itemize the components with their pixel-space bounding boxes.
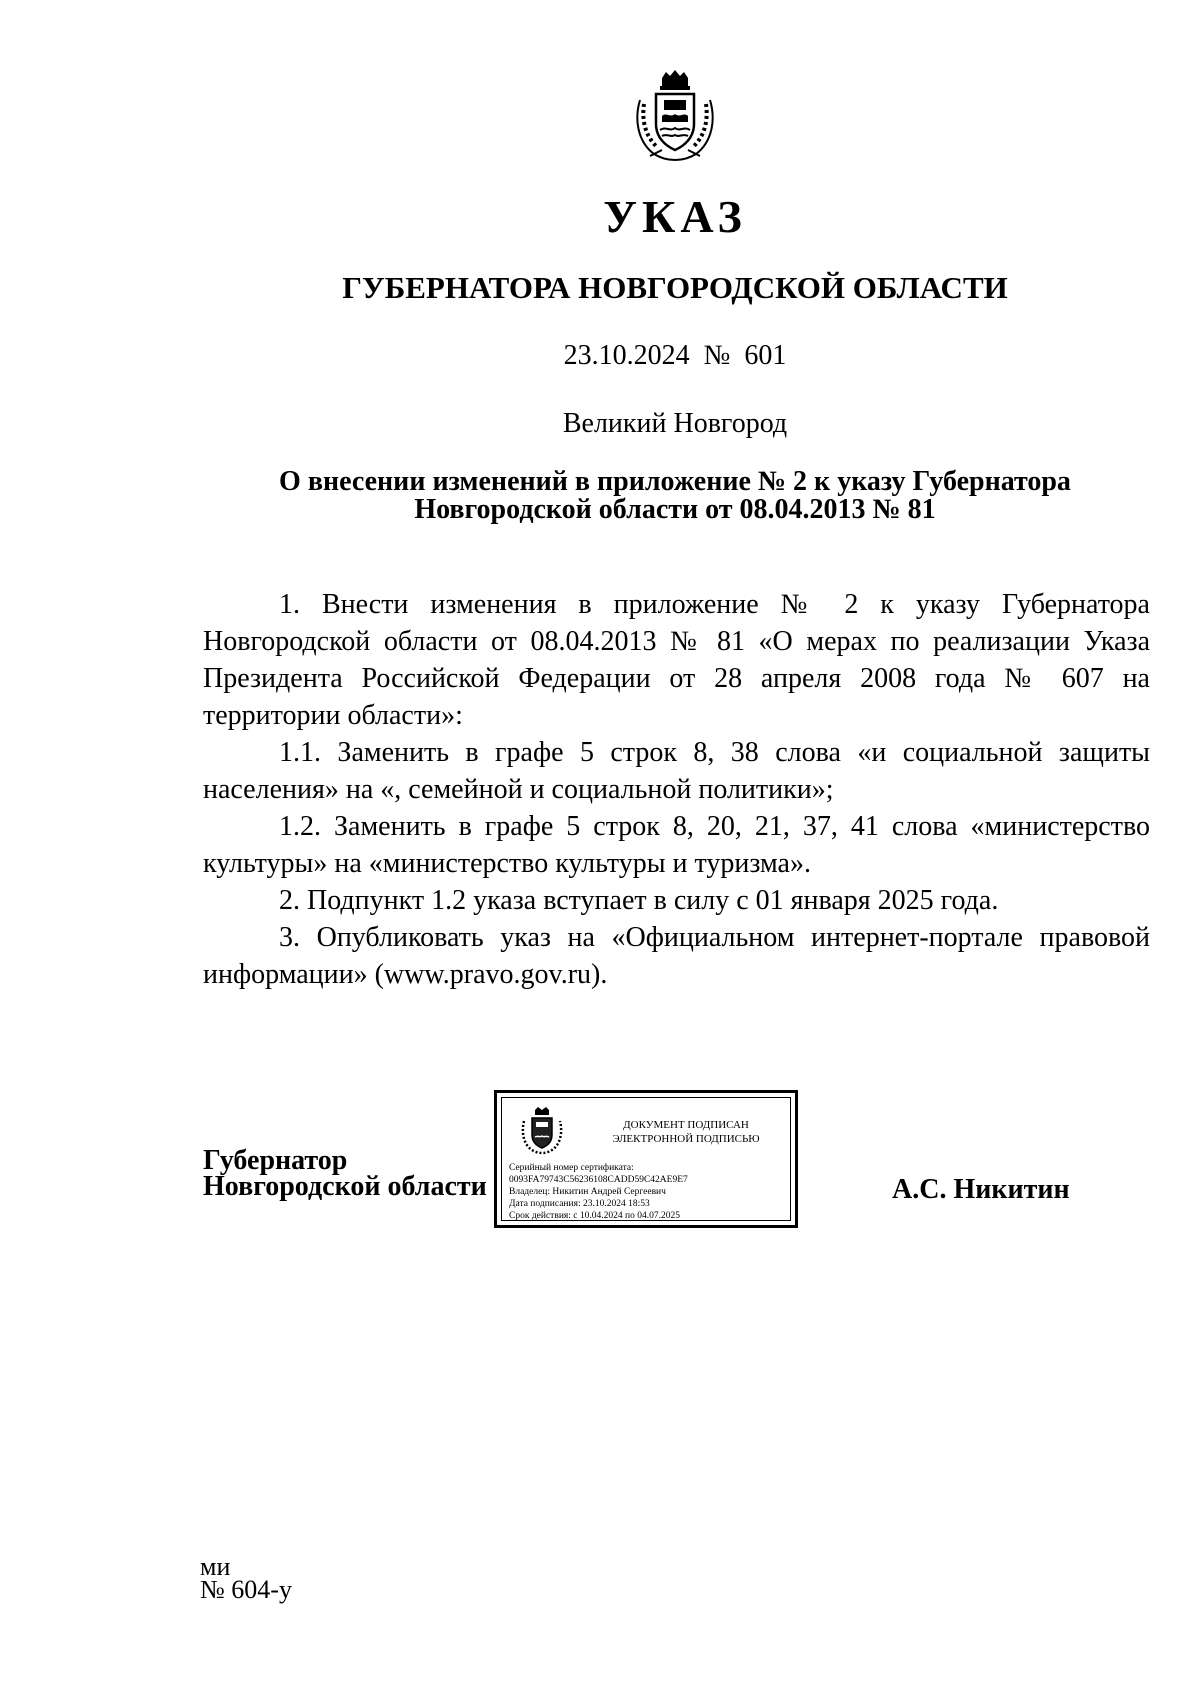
certificate-serial-number: 0093FA79743C56236108CADD59C42AE9E7 <box>509 1175 688 1185</box>
paragraph-1-1: 1.1. Заменить в графе 5 строк 8, 38 слова «и социальной защиты населения» на «, семейной и социальной политики»; <box>203 737 1150 805</box>
signatory-position <box>203 1145 487 1202</box>
paragraph-1-2: 1.2. Заменить в графе 5 строк 8, 20, 21, 37, 41 слова «министерство культуры» на «министерство культуры и туризма». <box>203 811 1150 879</box>
certificate-validity: Срок действия: с 10.04.2024 по 04.07.2025 <box>509 1211 680 1221</box>
stamp-title-line-1: ДОКУМЕНТ ПОДПИСАН <box>623 1119 749 1131</box>
issuer-subtitle: ГУБЕРНАТОРА НОВГОРОДСКОЙ ОБЛАСТИ <box>342 270 1008 305</box>
stamp-frame <box>501 1097 791 1221</box>
stamp-coat-of-arms-icon <box>520 1107 564 1155</box>
paragraph-3: 3. Опубликовать указ на «Официальном интернет-портале правовой информации» (www.pravo.gov.ru). <box>203 922 1150 990</box>
document-footer <box>200 1552 292 1604</box>
novgorod-coat-of-arms-icon <box>632 70 718 162</box>
signing-date: Дата подписания: 23.10.2024 18:53 <box>509 1199 650 1209</box>
signatory-position-line-2: Новгородской области <box>203 1171 487 1202</box>
certificate-details <box>509 1162 688 1222</box>
document-type-title: УКАЗ <box>603 191 747 242</box>
executor-initials: ми <box>200 1552 231 1581</box>
heading-line-2: Новгородской области от 08.04.2013 № 81 <box>414 494 936 525</box>
certificate-owner: Владелец: Никитин Андрей Сергеевич <box>509 1187 666 1197</box>
registration-number: № 604-у <box>200 1575 292 1604</box>
place-of-issue: Великий Новгород <box>562 408 788 439</box>
signatory-name: А.С. Никитин <box>892 1174 1070 1205</box>
certificate-serial-label: Серийный номер сертификата: <box>509 1163 634 1173</box>
document-body <box>203 586 1150 993</box>
stamp-title <box>576 1118 796 1146</box>
signatory-position-line-1: Губернатор <box>203 1145 348 1176</box>
paragraph-1: 1. Внести изменения в приложение № 2 к указу Губернатора Новгородской области от 08.04.2013 № 81 «О мерах по реализации Указа Президента Российской Федерации от 28 апреля 2008 года № 607 на территории области»: <box>203 589 1150 731</box>
heading-line-1: О внесении изменений в приложение № 2 к указу Губернатора <box>279 466 1071 497</box>
document-heading <box>200 468 1150 524</box>
paragraph-2: 2. Подпункт 1.2 указа вступает в силу с 01 января 2025 года. <box>279 885 999 916</box>
electronic-signature-stamp <box>494 1090 798 1228</box>
stamp-title-line-2: ЭЛЕКТРОННОЙ ПОДПИСЬЮ <box>612 1133 760 1145</box>
date-and-number: 23.10.2024 № 601 <box>563 340 787 371</box>
